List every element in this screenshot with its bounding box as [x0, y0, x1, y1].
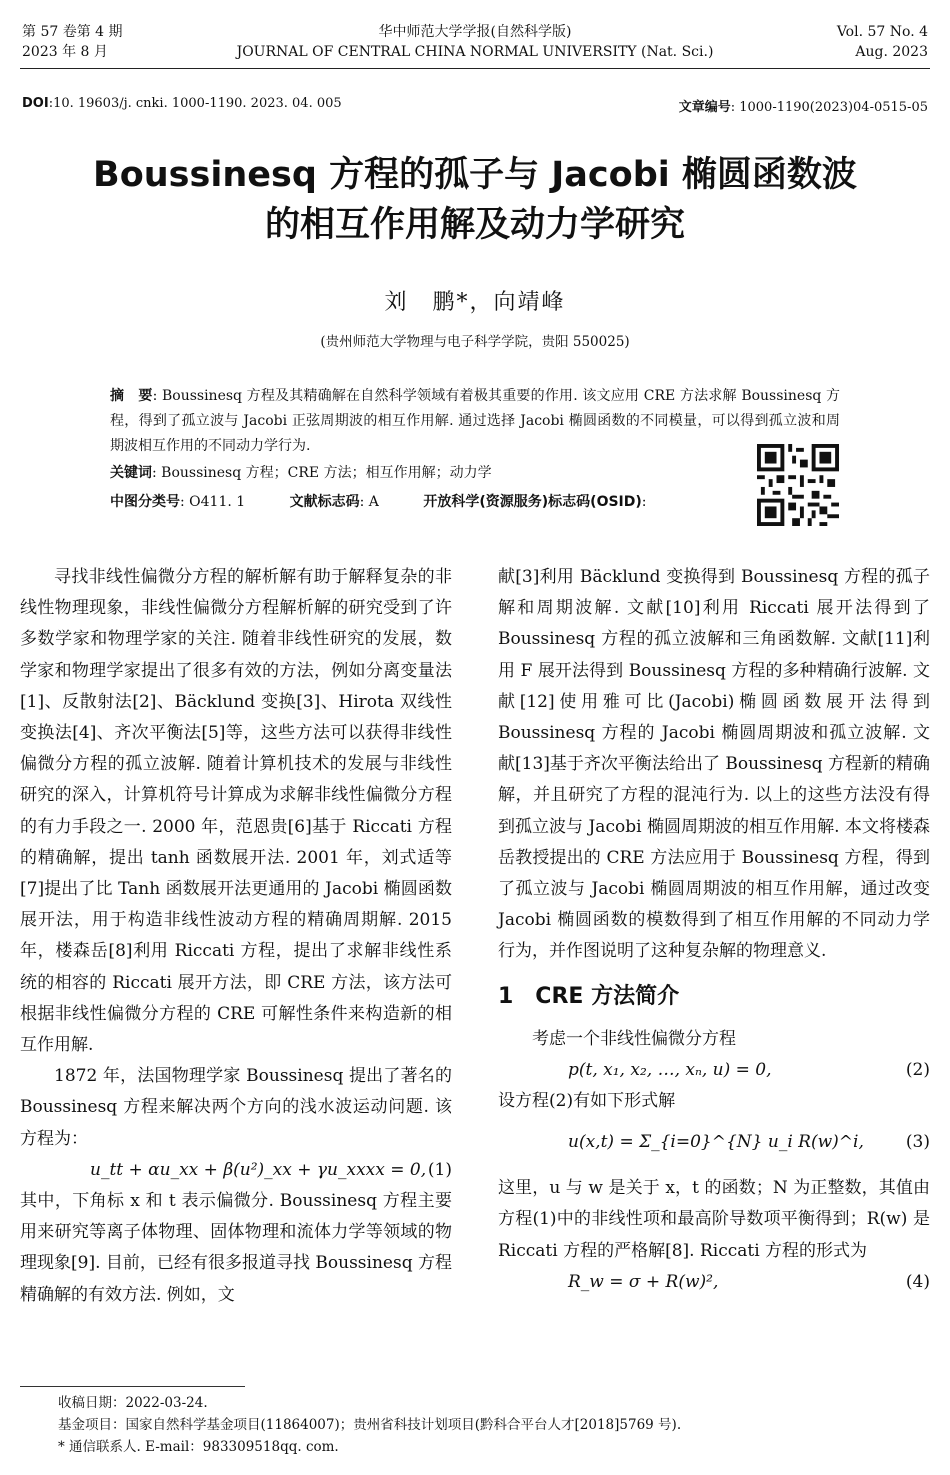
- equation-2-body: p(t, x₁, x₂, …, xₙ, u) = 0,: [568, 1059, 772, 1080]
- fund-info: 基金项目：国家自然科学基金项目(11864007)；贵州省科技计划项目(黔科合平台人才[2018]5769 号).: [58, 1417, 682, 1433]
- method-paragraph-1: 考虑一个非线性偏微分方程: [532, 1028, 736, 1049]
- volume-no-en: Vol. 57 No. 4: [836, 24, 928, 40]
- classification-row: [110, 490, 840, 515]
- footnote-divider: [20, 1386, 245, 1387]
- article-meta: [22, 96, 928, 115]
- article-number-value: : 1000-1190(2023)04-0515-05: [730, 100, 928, 115]
- equation-2-number: (2): [905, 1059, 930, 1080]
- equation-3-body: u(x,t) = Σ_{i=0}^{N} u_i R(w)^i,: [568, 1132, 864, 1153]
- clc-label: 中图分类号: [110, 494, 180, 510]
- body-right-column: [498, 562, 930, 1298]
- method-paragraph-2: 设方程(2)有如下形式解: [498, 1091, 676, 1112]
- equation-3-number: (3): [905, 1132, 930, 1153]
- keywords-text: : Boussinesq 方程；CRE 方法；相互作用解；动力学: [152, 465, 492, 481]
- journal-volume-en: [837, 22, 928, 62]
- journal-issue: [22, 22, 123, 62]
- header-divider: [20, 68, 930, 69]
- method-paragraph-3: 这里，u 与 w 是关于 x，t 的函数；N 为正整数，其值由方程(1)中的非线性项和最高阶导数项平衡得到；R(w) 是 Riccati 方程的严格解[8]. Riccati 方程的形式为: [498, 1178, 930, 1261]
- abstract: [110, 384, 840, 459]
- intro-paragraph-continued: 献[3]利用 Bäcklund 变换得到 Boussinesq 方程的孤子解和周期波解. 文献[10]利用 Riccati 展开法得到了 Boussinesq 方程的孤立波解和三角函数解. 文献[11]利用 F 展开法得到 Boussinesq 方程的多种精确行波解. 文献[12]使用雅可比(Jacobi)椭圆函数展开法得到 Boussinesq 方程的 Jacobi 椭圆周期波和孤立波解. 文献[13]基于齐次平衡法给出了 Boussinesq 方程新的精确解，并且研究了方程的混沌行为. 以上的这些方法没有得到孤立波与 Jacobi 椭圆周期波的相互作用解. 本文将楼森岳教授提出的 CRE 方法应用于 Boussinesq 方程，得到了孤立波与 Jacobi 椭圆周期波的相互作用解，通过改变 Jacobi 椭圆函数的模数得到了相互作用解的不同动力学行为，并作图说明了这种复杂解的物理意义.: [498, 567, 930, 962]
- keywords-label: 关键词: [110, 465, 152, 481]
- doi-label: DOI: [22, 96, 49, 111]
- abstract-section: [110, 384, 840, 515]
- journal-name-en: JOURNAL OF CENTRAL CHINA NORMAL UNIVERSITY (Nat. Sci.): [236, 44, 714, 60]
- osid-value: :: [641, 494, 647, 510]
- osid-qr-code-icon[interactable]: [757, 444, 839, 526]
- article-number: [679, 96, 928, 115]
- abstract-text: : Boussinesq 方程及其精确解在自然科学领域有着极其重要的作用. 该文应用 CRE 方法求解 Boussinesq 方程，得到了孤立波与 Jacobi 正弦周期波的相互作用解. 通过选择 Jacobi 椭圆函数的不同模量，可以得到孤立波和周期波相互作用的不同动力学行为.: [110, 388, 841, 454]
- equation-2: [498, 1055, 930, 1086]
- equation-4: [498, 1267, 930, 1298]
- doc-code-label: 文献标志码: [289, 494, 360, 510]
- title-line-2: 的相互作用解及动力学研究: [264, 205, 685, 245]
- received-date: 收稿日期：2022-03-24.: [58, 1395, 208, 1411]
- intro-paragraph-3: 其中，下角标 x 和 t 表示偏微分. Boussinesq 方程主要用来研究等离子体物理、固体物理和流体力学等领域的物理现象[9]. 目前，已经有很多报道寻找 Boussinesq 方程精确解的有效方法. 例如，文: [20, 1191, 452, 1305]
- equation-3: [498, 1117, 930, 1173]
- equation-1: [20, 1155, 452, 1186]
- abstract-label: 摘 要: [110, 388, 153, 404]
- intro-paragraph-1: 寻找非线性偏微分方程的解析解有助于解释复杂的非线性物理现象，非线性偏微分方程解析解的研究受到了许多数学家和物理学家的关注. 随着非线性研究的发展，数学家和物理学家提出了很多有效的方法，例如分离变量法[1]、反散射法[2]、Bäcklund 变换[3]、Hirota 双线性变换法[4]、齐次平衡法[5]等，这些方法可以获得非线性偏微分方程的孤立波解. 随着计算机技术的发展与非线性研究的深入，计算机符号计算成为求解非线性偏微分方程的有力手段之一. 2000 年，范恩贵[6]基于 Riccati 方程的精确解，提出 tanh 函数展开法. 2001 年，刘式适等[7]提出了比 Tanh 函数展开法更通用的 Jacobi 椭圆函数展开法，用于构造非线性波动方程的精确周期解. 2015 年，楼森岳[8]利用 Riccati 方程，提出了求解非线性系统的相容的 Riccati 展开方法，即 CRE 方法，该方法可根据非线性偏微分方程的 CRE 可解性条件来构造新的相互作用解.: [20, 567, 452, 1056]
- date-en: Aug. 2023: [855, 44, 928, 60]
- article-number-label: 文章编号: [678, 100, 731, 115]
- equation-1-body: u_tt + αu_xx + β(u²)_xx + γu_xxxx = 0,: [90, 1159, 427, 1180]
- volume-issue: 第 57 卷第 4 期: [22, 24, 123, 40]
- journal-name-cn: 华中师范大学学报(自然科学版): [378, 24, 572, 40]
- corresponding-author: * 通信联系人. E-mail：983309518qq. com.: [58, 1439, 339, 1455]
- equation-4-body: R_w = σ + R(w)²,: [568, 1271, 719, 1292]
- section-1-heading: 1 CRE 方法简介: [498, 983, 680, 1009]
- equation-1-number: (1): [427, 1159, 452, 1180]
- issue-date: 2023 年 8 月: [22, 44, 108, 60]
- body-left-column: [20, 562, 452, 1311]
- paper-title: [0, 150, 950, 250]
- keywords: [110, 461, 840, 486]
- equation-4-number: (4): [905, 1271, 930, 1292]
- footnotes: [58, 1392, 681, 1458]
- doi-value[interactable]: :10. 19603/j. cnki. 1000-1190. 2023. 04. 005: [48, 96, 342, 111]
- intro-paragraph-2: 1872 年，法国物理学家 Boussinesq 提出了著名的 Boussinesq 方程来解决两个方向的浅水波运动问题. 该方程为：: [20, 1066, 452, 1149]
- doc-code-value: : A: [359, 494, 379, 510]
- author-list: 刘 鹏*，向靖峰: [384, 290, 566, 315]
- clc-value: : O411. 1: [180, 494, 246, 510]
- journal-name: [150, 22, 800, 62]
- osid-label: 开放科学(资源服务)标志码(OSID): [423, 494, 642, 510]
- title-line-1: Boussinesq 方程的孤子与 Jacobi 椭圆函数波: [93, 155, 857, 195]
- affiliation: (贵州师范大学物理与电子科学学院，贵阳 550025): [320, 334, 630, 350]
